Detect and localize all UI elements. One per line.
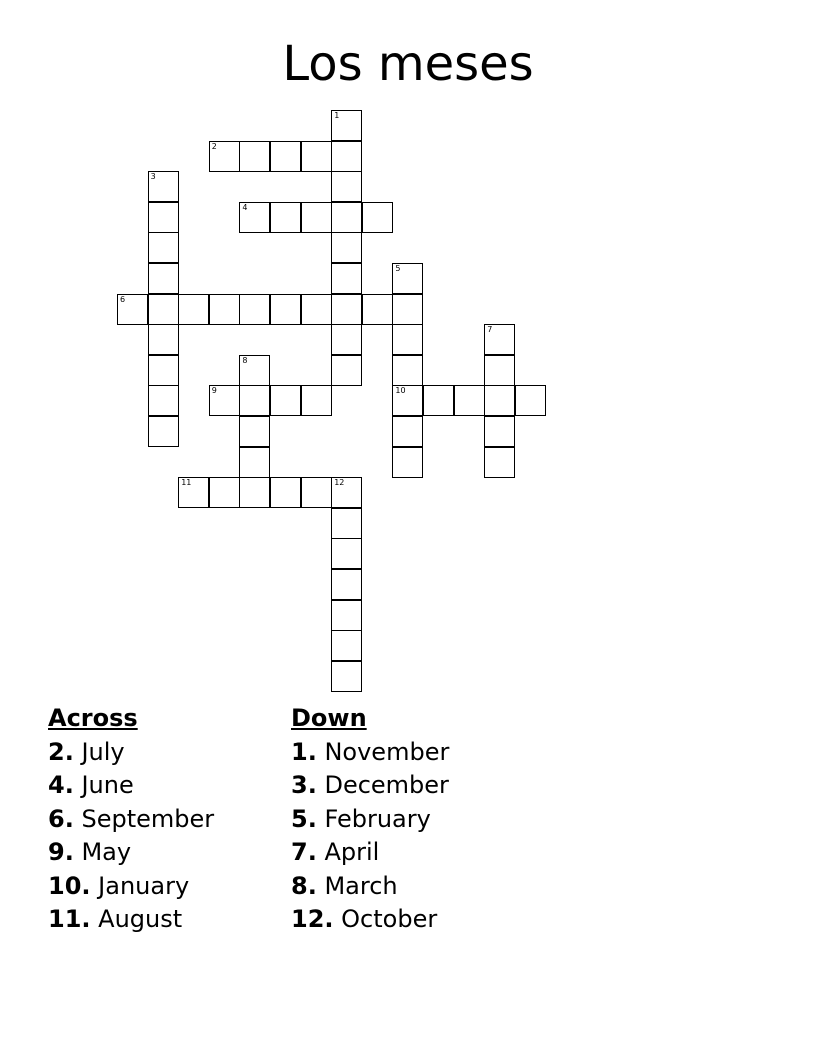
crossword-cell[interactable] bbox=[484, 385, 515, 416]
crossword-cell[interactable] bbox=[301, 477, 332, 508]
crossword-cell[interactable] bbox=[239, 447, 270, 478]
cell-number: 9 bbox=[211, 386, 217, 396]
crossword-cell[interactable] bbox=[484, 324, 515, 355]
crossword-cell[interactable] bbox=[148, 232, 179, 263]
crossword-cell[interactable] bbox=[331, 141, 362, 172]
crossword-cell[interactable] bbox=[331, 569, 362, 600]
clue-number: 3. bbox=[291, 771, 317, 799]
across-clues bbox=[48, 702, 278, 937]
crossword-cell[interactable] bbox=[148, 202, 179, 233]
crossword-cell[interactable] bbox=[362, 294, 393, 325]
clue-text: March bbox=[324, 871, 398, 900]
cell-number: 1 bbox=[334, 111, 340, 120]
crossword-cell[interactable] bbox=[331, 600, 362, 631]
crossword-cell[interactable] bbox=[392, 385, 423, 416]
clue-text: November bbox=[324, 737, 450, 766]
crossword-cell[interactable] bbox=[148, 263, 179, 294]
crossword-cell[interactable] bbox=[270, 477, 301, 508]
crossword-cell[interactable] bbox=[331, 202, 362, 233]
crossword-cell[interactable] bbox=[331, 355, 362, 386]
crossword-cell[interactable] bbox=[484, 447, 515, 478]
crossword-cell[interactable] bbox=[148, 324, 179, 355]
clue-number: 5. bbox=[291, 804, 317, 833]
clue-item bbox=[291, 769, 531, 803]
crossword-cell[interactable] bbox=[423, 385, 454, 416]
clue-item bbox=[291, 870, 531, 904]
clue-item bbox=[48, 903, 278, 937]
crossword-cell[interactable] bbox=[484, 355, 515, 386]
clue-number: 4. bbox=[48, 771, 74, 799]
crossword-cell[interactable] bbox=[392, 355, 423, 386]
crossword-cell[interactable] bbox=[178, 477, 209, 508]
crossword-cell[interactable] bbox=[331, 324, 362, 355]
crossword-cell[interactable] bbox=[239, 294, 270, 325]
crossword-cell[interactable] bbox=[239, 355, 270, 386]
crossword-cell[interactable] bbox=[331, 294, 362, 325]
crossword-cell[interactable] bbox=[454, 385, 485, 416]
clue-item bbox=[291, 736, 531, 770]
crossword-cell[interactable] bbox=[331, 661, 362, 692]
crossword-cell[interactable] bbox=[362, 202, 393, 233]
clue-item bbox=[291, 903, 531, 937]
cell-number: 12 bbox=[334, 478, 345, 488]
clue-text: February bbox=[324, 804, 431, 833]
crossword-cell[interactable] bbox=[117, 294, 148, 325]
cell-number: 4 bbox=[242, 202, 248, 212]
crossword-cell[interactable] bbox=[331, 171, 362, 202]
crossword-cell[interactable] bbox=[301, 202, 332, 233]
clue-number: 2. bbox=[48, 737, 74, 766]
crossword-cell[interactable] bbox=[392, 324, 423, 355]
crossword-cell[interactable] bbox=[484, 416, 515, 447]
cell-number: 6 bbox=[120, 294, 126, 304]
crossword-cell[interactable] bbox=[392, 447, 423, 478]
down-clues bbox=[291, 702, 531, 937]
crossword-cell[interactable] bbox=[331, 263, 362, 294]
crossword-cell[interactable] bbox=[331, 538, 362, 569]
crossword-cell[interactable] bbox=[148, 355, 179, 386]
cell-number: 10 bbox=[395, 386, 406, 396]
clue-text: July bbox=[81, 737, 125, 766]
cell-number: 5 bbox=[395, 264, 401, 273]
clue-number: 11. bbox=[48, 905, 91, 933]
clue-number: 1. bbox=[291, 737, 317, 766]
crossword-cell[interactable] bbox=[392, 416, 423, 447]
clue-text: May bbox=[81, 838, 132, 866]
crossword-cell[interactable] bbox=[178, 294, 209, 325]
crossword-cell[interactable] bbox=[301, 294, 332, 325]
clue-item bbox=[48, 803, 278, 837]
cell-number: 11 bbox=[181, 478, 192, 488]
clue-number: 10. bbox=[48, 871, 91, 900]
down-heading: Down bbox=[291, 704, 367, 732]
crossword-cell[interactable] bbox=[301, 141, 332, 172]
crossword-cell[interactable] bbox=[270, 385, 301, 416]
clue-text: October bbox=[341, 905, 438, 933]
crossword-cell[interactable] bbox=[239, 416, 270, 447]
cell-number: 8 bbox=[242, 355, 248, 365]
page-title: Los meses bbox=[282, 36, 534, 92]
clue-number: 7. bbox=[291, 838, 317, 866]
cell-number: 7 bbox=[487, 325, 493, 335]
crossword-cell[interactable] bbox=[270, 202, 301, 233]
clue-number: 9. bbox=[48, 838, 74, 866]
clue-number: 6. bbox=[48, 804, 74, 833]
clue-text: September bbox=[81, 804, 215, 833]
crossword-cell[interactable] bbox=[331, 232, 362, 263]
crossword-cell[interactable] bbox=[209, 294, 240, 325]
crossword-cell[interactable] bbox=[331, 508, 362, 539]
crossword-cell[interactable] bbox=[209, 141, 240, 172]
crossword-cell[interactable] bbox=[392, 263, 423, 294]
crossword-cell[interactable] bbox=[331, 477, 362, 508]
crossword-cell[interactable] bbox=[209, 477, 240, 508]
crossword-cell[interactable] bbox=[148, 294, 179, 325]
clue-text: August bbox=[98, 905, 183, 933]
clue-text: April bbox=[324, 838, 380, 866]
clue-item bbox=[291, 803, 531, 837]
crossword-cell[interactable] bbox=[239, 202, 270, 233]
crossword-cell[interactable] bbox=[331, 630, 362, 661]
crossword-cell[interactable] bbox=[392, 294, 423, 325]
crossword-cell[interactable] bbox=[270, 294, 301, 325]
clue-number: 12. bbox=[291, 905, 334, 933]
clue-text: June bbox=[81, 771, 134, 799]
clue-item bbox=[48, 769, 278, 803]
clue-item bbox=[48, 836, 278, 870]
clue-item bbox=[291, 836, 531, 870]
crossword-cell[interactable] bbox=[148, 385, 179, 416]
cell-number: 2 bbox=[211, 141, 217, 151]
across-heading: Across bbox=[48, 704, 138, 732]
crossword-cell[interactable] bbox=[239, 141, 270, 172]
cell-number: 3 bbox=[150, 172, 156, 182]
clue-text: January bbox=[98, 871, 190, 900]
clue-number: 8. bbox=[291, 871, 317, 900]
crossword-cell[interactable] bbox=[209, 385, 240, 416]
crossword-cell[interactable] bbox=[239, 477, 270, 508]
crossword-cell[interactable] bbox=[148, 171, 179, 202]
crossword-cell[interactable] bbox=[331, 110, 362, 141]
clue-item bbox=[48, 736, 278, 770]
crossword-cell[interactable] bbox=[301, 385, 332, 416]
crossword-cell[interactable] bbox=[270, 141, 301, 172]
crossword-cell[interactable] bbox=[148, 416, 179, 447]
clue-text: December bbox=[324, 771, 449, 799]
clue-item bbox=[48, 870, 278, 904]
crossword-cell[interactable] bbox=[239, 385, 270, 416]
crossword-cell[interactable] bbox=[515, 385, 546, 416]
